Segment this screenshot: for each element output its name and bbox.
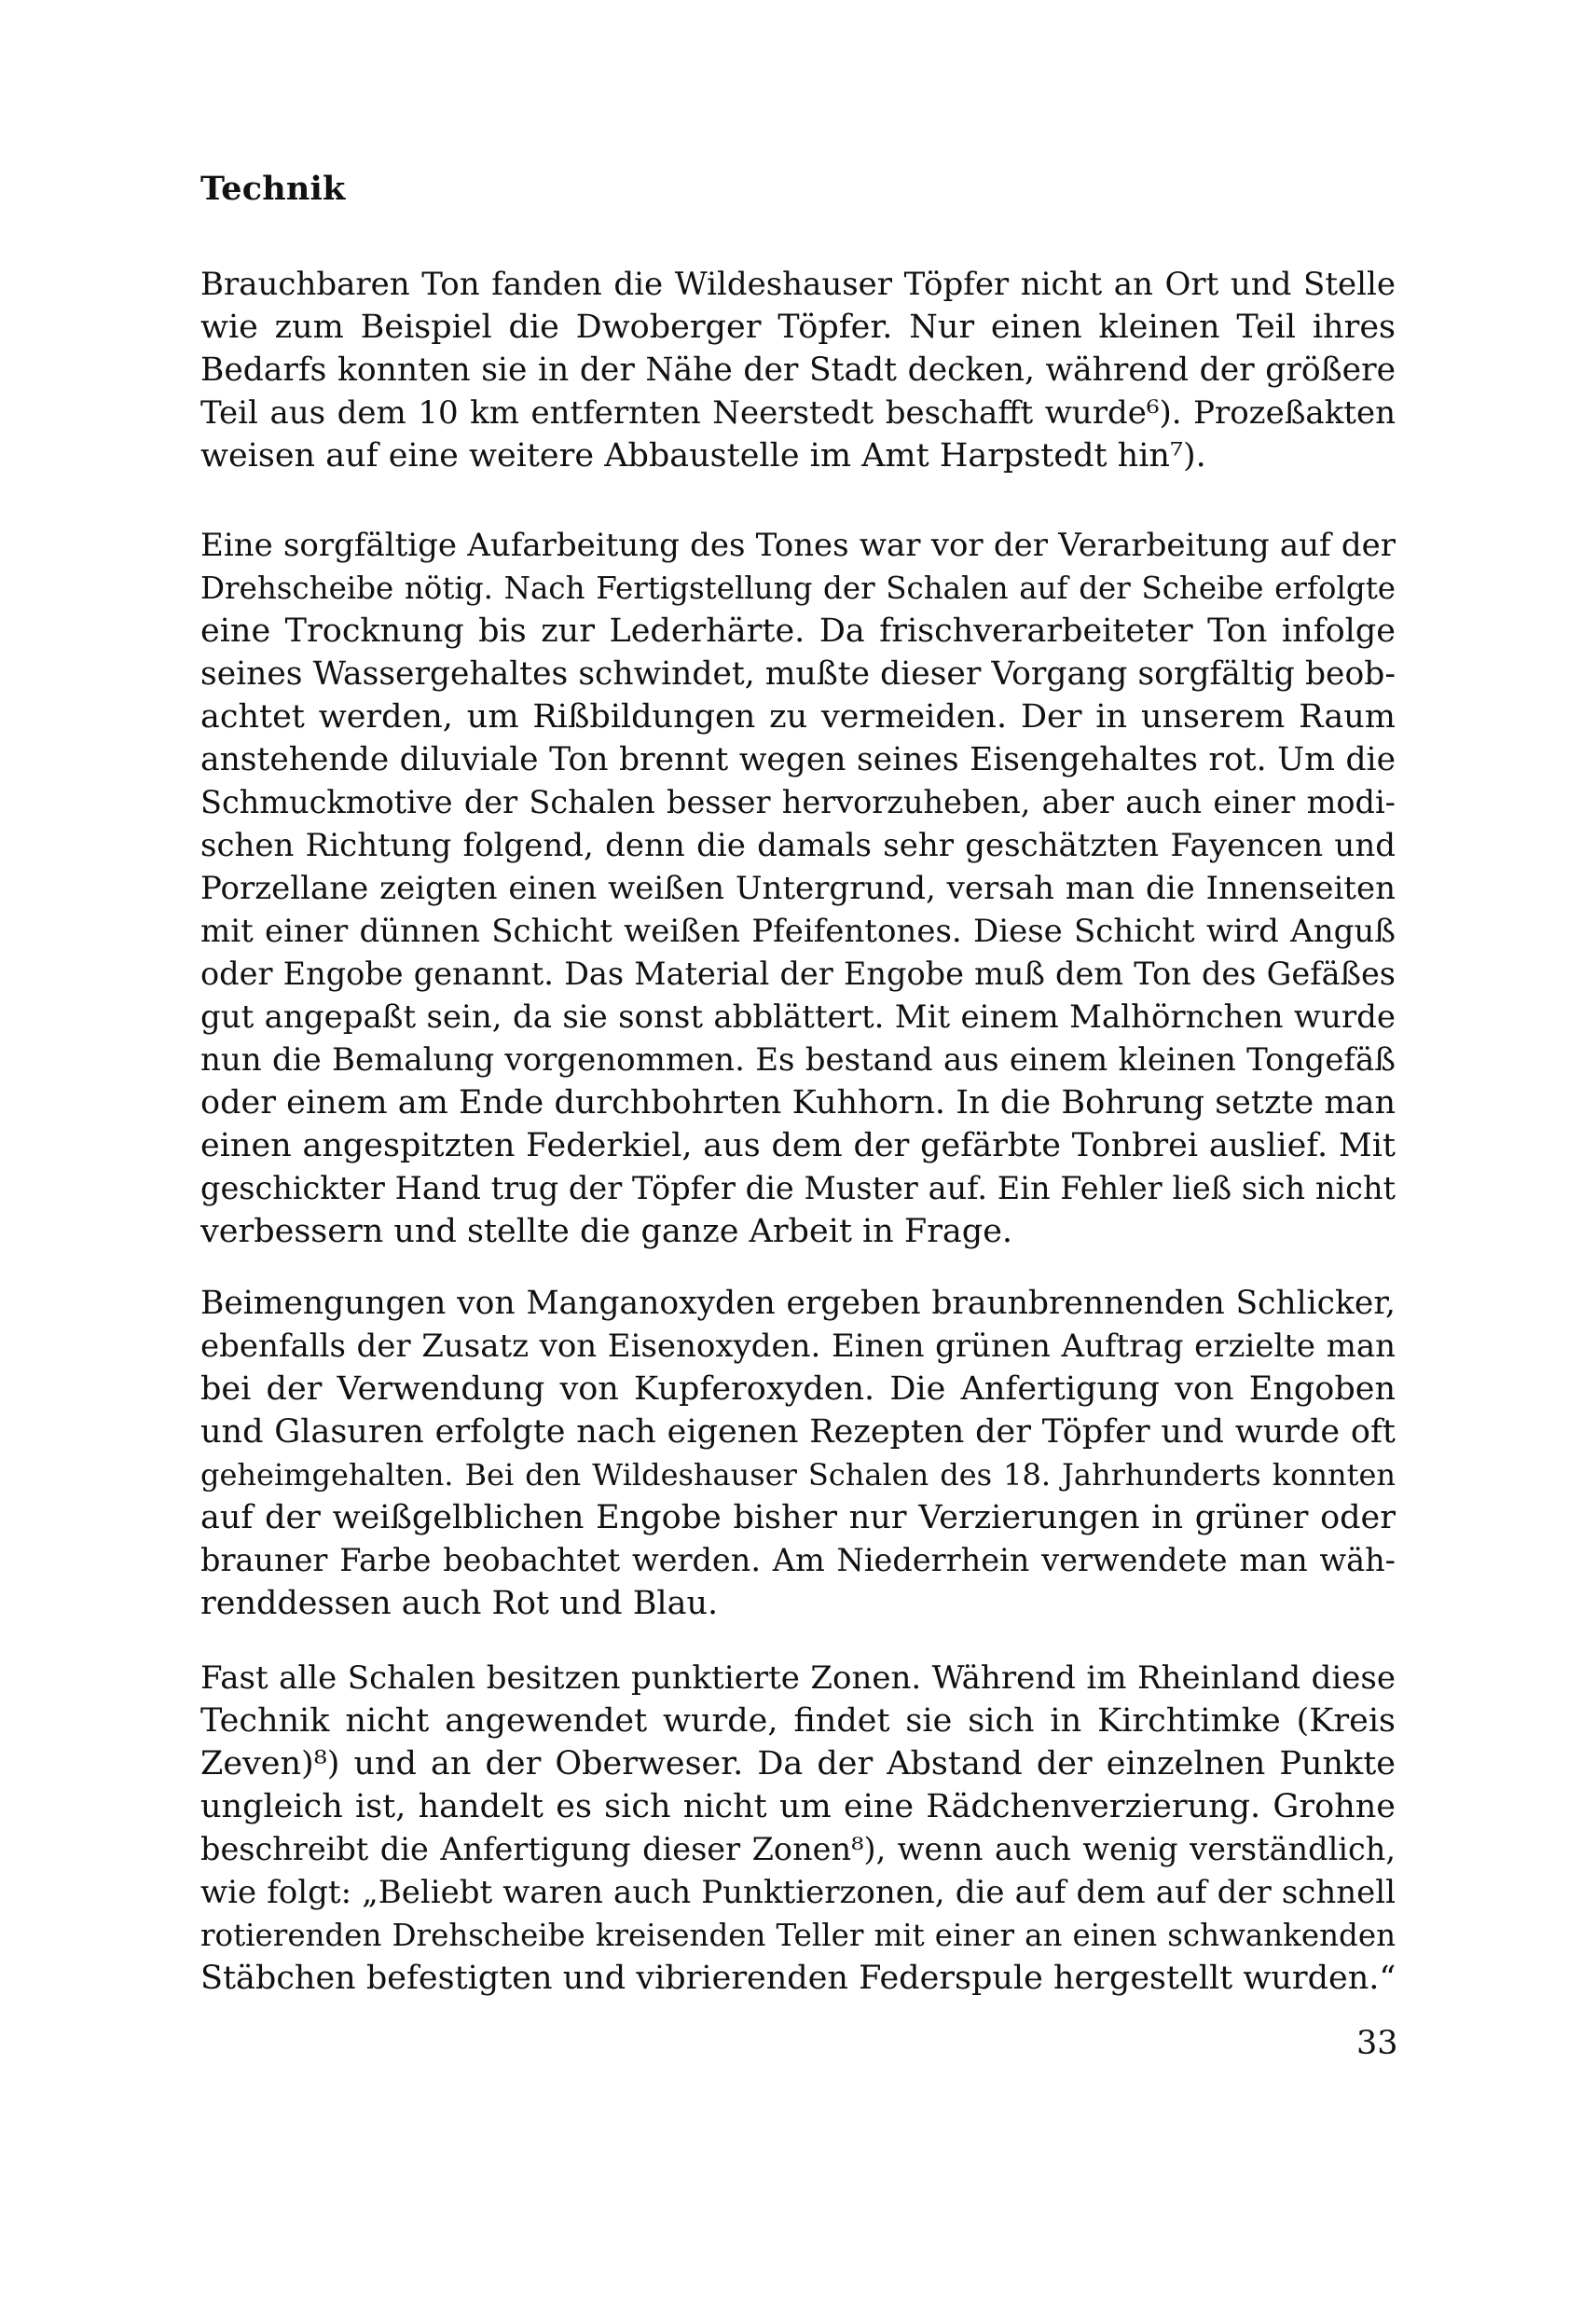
text-line: ungleich ist, handelt es sich nicht um eine Rädchenverzierung. Grohne [200,1788,1396,1825]
text-line: eine Trocknung bis zur Lederhärte. Da frischverarbeiteter Ton infolge [200,612,1396,650]
text-line: renddessen auch Rot und Blau. [200,1585,719,1622]
text-line: schen Richtung folgend, denn die damals sehr geschätzten Fayencen und [200,827,1396,864]
page-number: 33 [1356,2025,1398,2062]
text-line: nun die Bemalung vorgenommen. Es bestand aus einem kleinen Tongefäß [200,1041,1396,1079]
text-line: wie folgt: „Beliebt waren auch Punktierzonen, die auf dem auf der schnell [200,1874,1396,1911]
text-line: Brauchbaren Ton fanden die Wildeshauser Töpfer nicht an Ort und Stelle [200,266,1396,303]
text-line: Fast alle Schalen besitzen punktierte Zonen. Während im Rheinland diese [200,1659,1396,1697]
text-line: geheimgehalten. Bei den Wildeshauser Schalen des 18. Jahrhunderts konnten [200,1457,1396,1493]
paragraph-2 [200,524,1396,1253]
text-line: seines Wassergehaltes schwindet, mußte dieser Vorgang sorgfältig beob- [200,655,1396,693]
text-line: Porzellane zeigten einen weißen Untergrund, versah man die Innenseiten [200,870,1396,907]
text-line: wie zum Beispiel die Dwoberger Töpfer. Nur einen kleinen Teil ihres [200,309,1396,346]
text-line: oder Engobe genannt. Das Material der Engobe muß dem Ton des Gefäßes [200,956,1396,992]
text-line: einen angespitzten Federkiel, aus dem der gefärbte Tonbrei auslief. Mit [200,1127,1396,1164]
text-line: rotierenden Drehscheibe kreisenden Teller mit einer an einen schwankenden [200,1918,1396,1953]
text-line: Beimengungen von Manganoxyden ergeben braunbrennenden Schlicker, [200,1285,1396,1322]
text-line: weisen auf eine weitere Abbaustelle im Amt Harpstedt hin⁷). [200,437,1206,475]
paragraph-4 [200,1657,1396,2000]
text-line: oder einem am Ende durchbohrten Kuhhorn. In die Bohrung setzte man [200,1084,1396,1122]
text-line: Schmuckmotive der Schalen besser hervorzuheben, aber auch einer modi- [200,784,1396,820]
text-line: anstehende diluviale Ton brennt wegen seines Eisengehaltes rot. Um die [200,741,1396,778]
text-line: beschreibt die Anfertigung dieser Zonen⁸), wenn auch wenig verständlich, [200,1831,1396,1867]
text-line: gut angepaßt sein, da sie sonst abblättert. Mit einem Malhörnchen wurde [200,998,1396,1036]
text-line: brauner Farbe beobachtet werden. Am Niederrhein verwendete man wäh- [200,1542,1396,1578]
text-line: Technik nicht angewendet wurde, findet sie sich in Kirchtimke (Kreis [200,1702,1396,1740]
text-line: Teil aus dem 10 km entfernten Neerstedt beschafft wurde⁶). Prozeßakten [200,394,1396,432]
text-line: ebenfalls der Zusatz von Eisenoxyden. Einen grünen Auftrag erzielte man [200,1328,1396,1365]
text-line: achtet werden, um Rißbildungen zu vermeiden. Der in unserem Raum [200,698,1396,736]
paragraph-1 [200,263,1396,477]
text-line: geschickter Hand trug der Töpfer die Muster auf. Ein Fehler ließ sich nicht [200,1170,1396,1206]
text-line: Zeven)⁸) und an der Oberweser. Da der Abstand der einzelnen Punkte [200,1745,1396,1782]
text-line: Stäbchen befestigten und vibrierenden Federspule hergestellt wurden.“ [200,1960,1396,1997]
text-line: Eine sorgfältige Aufarbeitung des Tones war vor der Verarbeitung auf der [200,527,1396,564]
paragraph-3 [200,1282,1396,1625]
text-line: mit einer dünnen Schicht weißen Pfeifentones. Diese Schicht wird Anguß [200,913,1396,950]
text-line: Drehscheibe nötig. Nach Fertigstellung der Schalen auf der Scheibe erfolgte [200,571,1396,606]
text-line: bei der Verwendung von Kupferoxyden. Die Anfertigung von Engoben [200,1370,1396,1408]
text-line: auf der weißgelblichen Engobe bisher nur Verzierungen in grüner oder [200,1499,1396,1536]
section-heading: Technik [200,170,346,208]
text-line: Bedarfs konnten sie in der Nähe der Stadt decken, während der größere [200,351,1396,389]
text-line: verbessern und stellte die ganze Arbeit in Frage. [200,1213,1013,1250]
text-line: und Glasuren erfolgte nach eigenen Rezepten der Töpfer und wurde oft [200,1413,1396,1451]
